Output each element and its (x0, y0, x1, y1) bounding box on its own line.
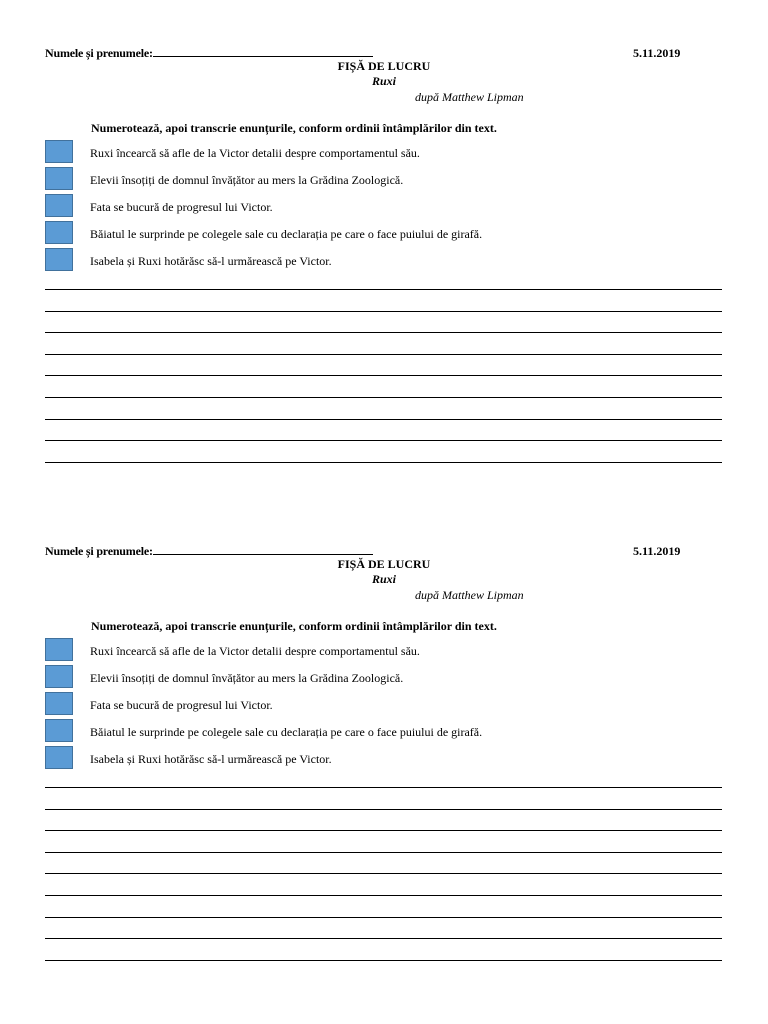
date: 5.11.2019 (633, 544, 681, 558)
writing-line[interactable] (45, 289, 722, 311)
sentence-text: Fata se bucură de progresul lui Victor. (90, 200, 273, 214)
number-box[interactable] (45, 746, 73, 769)
instruction: Numerotează, apoi transcrie enunțurile, conform ordinii întâmplărilor din text. (91, 619, 497, 633)
sentence-text: Băiatul le surprinde pe colegele sale cu declarația pe care o face puiului de girafă. (90, 725, 483, 739)
date: 5.11.2019 (633, 46, 681, 60)
number-box[interactable] (45, 194, 73, 217)
number-box[interactable] (45, 692, 73, 715)
number-box[interactable] (45, 167, 73, 190)
name-blank-line[interactable] (153, 46, 373, 57)
number-box[interactable] (45, 221, 73, 244)
writing-line[interactable] (45, 960, 722, 982)
writing-line[interactable] (45, 895, 722, 917)
number-box[interactable] (45, 248, 73, 271)
writing-line[interactable] (45, 397, 722, 419)
sentence-text: Isabela și Ruxi hotărăsc să-l urmărească pe Victor. (90, 254, 332, 268)
number-box[interactable] (45, 638, 73, 661)
writing-line[interactable] (45, 462, 722, 484)
worksheet-title: FIȘĂ DE LUCRU (337, 557, 431, 571)
sentence-text: Băiatul le surprinde pe colegele sale cu declarația pe care o face puiului de girafă. (90, 227, 483, 241)
author: după Matthew Lipman (415, 588, 524, 602)
writing-line[interactable] (45, 332, 722, 354)
instruction: Numerotează, apoi transcrie enunțurile, conform ordinii întâmplărilor din text. (91, 121, 497, 135)
writing-line[interactable] (45, 354, 722, 376)
story-title: Ruxi (371, 572, 396, 586)
sentence-text: Elevii însoțiți de domnul învățător au mers la Grădina Zoologică. (90, 173, 404, 187)
sentence-text: Isabela și Ruxi hotărăsc să-l urmărească pe Victor. (90, 752, 332, 766)
sentence-text: Elevii însoțiți de domnul învățător au mers la Grădina Zoologică. (90, 671, 404, 685)
sentence-text: Ruxi încearcă să afle de la Victor detalii despre comportamentul său. (90, 644, 420, 658)
writing-line[interactable] (45, 809, 722, 831)
sentence-text: Ruxi încearcă să afle de la Victor detalii despre comportamentul său. (90, 146, 420, 160)
author: după Matthew Lipman (415, 90, 524, 104)
number-box[interactable] (45, 140, 73, 163)
writing-line[interactable] (45, 311, 722, 333)
story-title: Ruxi (371, 74, 396, 88)
writing-line[interactable] (45, 852, 722, 874)
writing-line[interactable] (45, 440, 722, 462)
writing-line[interactable] (45, 873, 722, 895)
writing-line[interactable] (45, 938, 722, 960)
writing-lines[interactable] (45, 787, 722, 981)
name-label: Numele și prenumele: (45, 544, 153, 558)
writing-lines[interactable] (45, 289, 722, 483)
number-box[interactable] (45, 665, 73, 688)
sentence-text: Fata se bucură de progresul lui Victor. (90, 698, 273, 712)
writing-line[interactable] (45, 787, 722, 809)
name-label: Numele și prenumele: (45, 46, 153, 60)
writing-line[interactable] (45, 830, 722, 852)
worksheet-title: FIȘĂ DE LUCRU (337, 59, 431, 73)
writing-line[interactable] (45, 917, 722, 939)
writing-line[interactable] (45, 419, 722, 441)
number-box[interactable] (45, 719, 73, 742)
name-blank-line[interactable] (153, 544, 373, 555)
writing-line[interactable] (45, 375, 722, 397)
